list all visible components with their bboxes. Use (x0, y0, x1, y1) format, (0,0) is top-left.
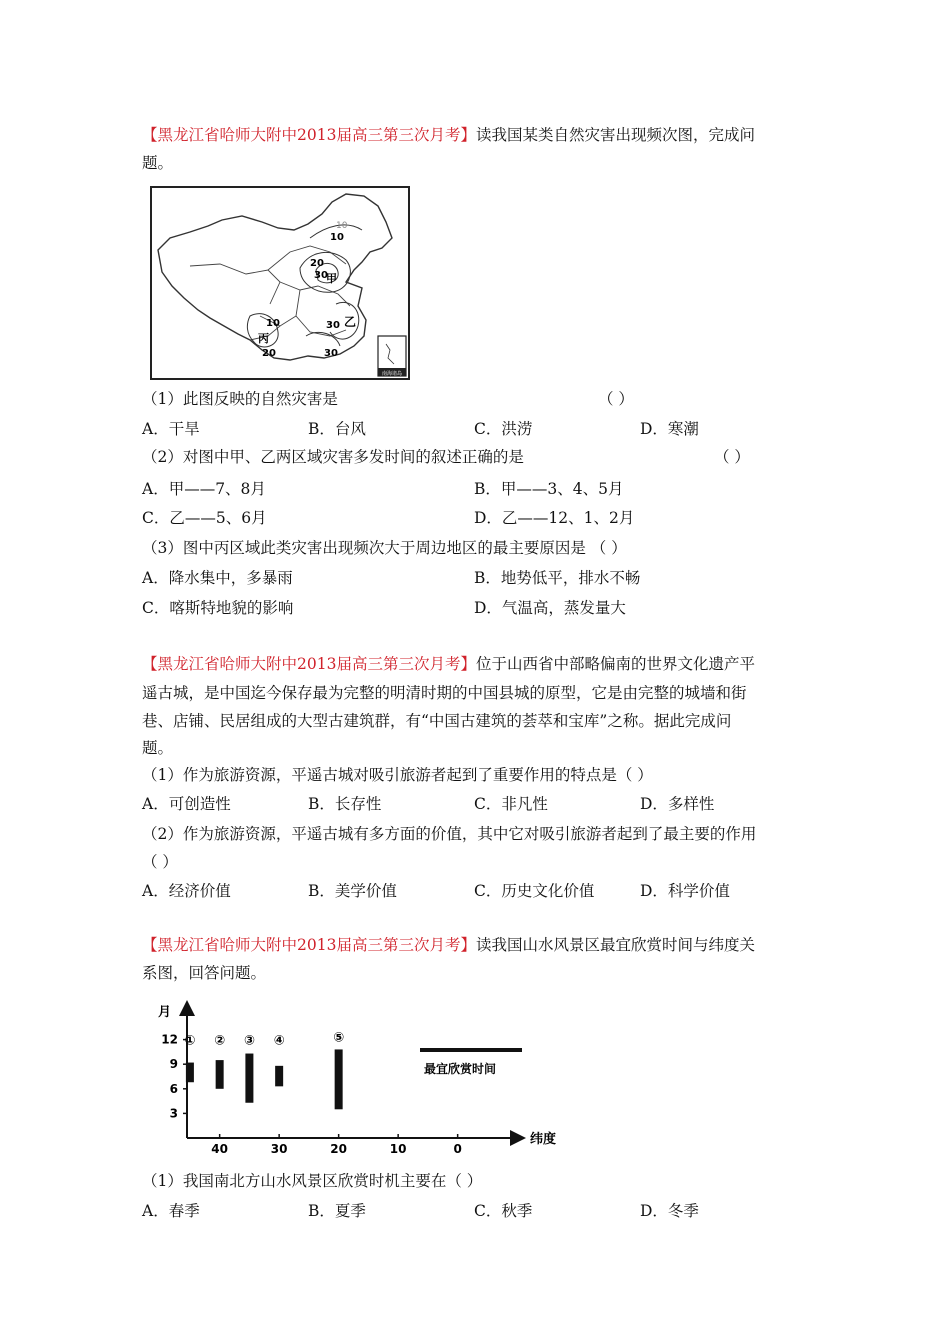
y-tick-label: 3 (169, 1106, 178, 1121)
q1-sub1-stem: （1）此图反映的自然灾害是 (142, 390, 338, 408)
q3-sub1-option-a: A．春季 (142, 1202, 200, 1220)
chart-svg (150, 996, 570, 1156)
scenic-time-latitude-chart (150, 996, 570, 1160)
map-label-bing: 丙 (258, 332, 269, 345)
map-label: 10 (266, 318, 280, 329)
q1-sub2-paren: （ ） (714, 448, 750, 466)
legend-label: 最宜欣赏时间 (424, 1062, 497, 1076)
q1-intro-text: 读我国某类自然灾害出现频次图，完成问 (475, 126, 755, 144)
q2-sub2-option-c: C．历史文化价值 (474, 882, 595, 900)
china-map-svg (150, 186, 412, 382)
q2-sub1-option-c: C．非凡性 (474, 795, 548, 813)
q1-sub1-option-d: D．寒潮 (640, 420, 699, 438)
bar-4 (275, 1066, 283, 1087)
bar-marker-4: ④ (273, 1033, 285, 1049)
q1-sub3-option-d: D．气温高，蒸发量大 (474, 599, 626, 617)
map-label: 10 (330, 232, 344, 243)
q2-sub1-stem: （1）作为旅游资源，平遥古城对吸引旅游者起到了重要作用的特点是（ ） (142, 766, 653, 784)
q2-sub1-option-b: B．长存性 (308, 795, 382, 813)
q2-sub2-option-a: A．经济价值 (142, 882, 231, 900)
q3-intro-line-1 (142, 934, 755, 956)
map-label: 30 (314, 270, 328, 281)
q2-intro-line-4: 题。 (142, 739, 174, 757)
q3-source: 【黑龙江省哈师大附中2013届高三第三次月考】 (142, 936, 476, 954)
q2-sub2-option-d: D．科学价值 (640, 882, 730, 900)
y-axis-label: 月 (158, 1005, 172, 1020)
map-label: 20 (310, 258, 324, 269)
map-inset-label: 南海诸岛 (381, 371, 403, 377)
x-tick-label: 0 (453, 1142, 462, 1156)
q1-sub1-option-b: B．台风 (308, 420, 366, 438)
q2-sub2-paren: （ ） (142, 853, 178, 871)
x-tick-label: 20 (330, 1142, 348, 1156)
q1-sub3-stem: （3）图中丙区域此类灾害出现频次大于周边地区的最主要原因是 （ ） (142, 539, 627, 557)
q2-sub2-option-b: B．美学价值 (308, 882, 397, 900)
q1-intro-line-1 (142, 124, 755, 146)
x-axis-label: 纬度 (530, 1132, 557, 1147)
q1-sub2-option-d: D．乙——12、1、2月 (474, 509, 635, 527)
q2-intro-line-1 (142, 653, 755, 675)
bar-marker-3: ③ (243, 1033, 255, 1049)
q1-sub3-option-c: C．喀斯特地貌的影响 (142, 599, 294, 617)
q3-sub1-option-d: D．冬季 (640, 1202, 699, 1220)
y-tick-label: 12 (161, 1032, 178, 1047)
map-label-jia: 甲 (326, 272, 337, 285)
y-tick-label: 6 (169, 1081, 178, 1096)
q1-sub3-option-a: A．降水集中，多暴雨 (142, 569, 293, 587)
bar-marker-5: ⑤ (333, 1030, 345, 1046)
q2-sub2-stem: （2）作为旅游资源，平遥古城有多方面的价值，其中它对吸引旅游者起到了最主要的作用 (142, 825, 757, 843)
map-label: 30 (324, 348, 338, 359)
q3-intro-line-2: 系图，回答问题。 (142, 964, 267, 982)
q2-source: 【黑龙江省哈师大附中2013届高三第三次月考】 (142, 655, 476, 673)
q3-sub1-option-b: B．夏季 (308, 1202, 366, 1220)
bar-1 (186, 1063, 194, 1083)
q1-sub3-option-b: B．地势低平，排水不畅 (474, 569, 641, 587)
q1-sub2-option-c: C．乙——5、6月 (142, 509, 267, 527)
x-tick-label: 30 (270, 1142, 288, 1156)
q2-intro-line-2: 遥古城，是中国迄今保存最为完整的明清时期的中国县城的原型，它是由完整的城墙和街 (142, 684, 747, 702)
q1-sub1-option-c: C．洪涝 (474, 420, 533, 438)
bar-marker-2: ② (214, 1033, 226, 1049)
map-label: 20 (262, 348, 276, 359)
q3-intro-text: 读我国山水风景区最宜欣赏时间与纬度关 (475, 936, 755, 954)
q2-sub1-option-d: D．多样性 (640, 795, 715, 813)
map-label-yi: 乙 (344, 315, 357, 329)
q1-sub1-option-a: A．干旱 (142, 420, 200, 438)
q3-sub1-option-c: C．秋季 (474, 1202, 533, 1220)
q1-sub2-option-a: A．甲——7、8月 (142, 480, 266, 498)
bar-3 (245, 1054, 253, 1103)
bar-marker-1: ① (184, 1033, 196, 1049)
bar-2 (216, 1060, 224, 1089)
disaster-frequency-map (150, 186, 412, 386)
q1-sub1-paren: （ ） (598, 390, 634, 408)
q1-sub2-stem: （2）对图中甲、乙两区域灾害多发时间的叙述正确的是 (142, 448, 524, 466)
bar-5 (335, 1049, 343, 1109)
q1-sub2-option-b: B．甲——3、4、5月 (474, 480, 624, 498)
q1-intro-line-2: 题。 (142, 154, 174, 172)
q3-sub1-stem: （1）我国南北方山水风景区欣赏时机主要在（ ） (142, 1172, 483, 1190)
q1-source: 【黑龙江省哈师大附中2013届高三第三次月考】 (142, 126, 476, 144)
x-tick-label: 10 (389, 1142, 407, 1156)
x-tick-label: 40 (211, 1142, 229, 1156)
map-label: 30 (326, 320, 340, 331)
q2-intro-text: 位于山西省中部略偏南的世界文化遗产平 (475, 655, 755, 673)
q2-sub1-option-a: A．可创造性 (142, 795, 231, 813)
map-label: 10 (336, 221, 348, 231)
q2-intro-line-3: 巷、店铺、民居组成的大型古建筑群，有“中国古建筑的荟萃和宝库”之称。据此完成问 (142, 712, 732, 730)
y-tick-label: 9 (169, 1057, 178, 1072)
